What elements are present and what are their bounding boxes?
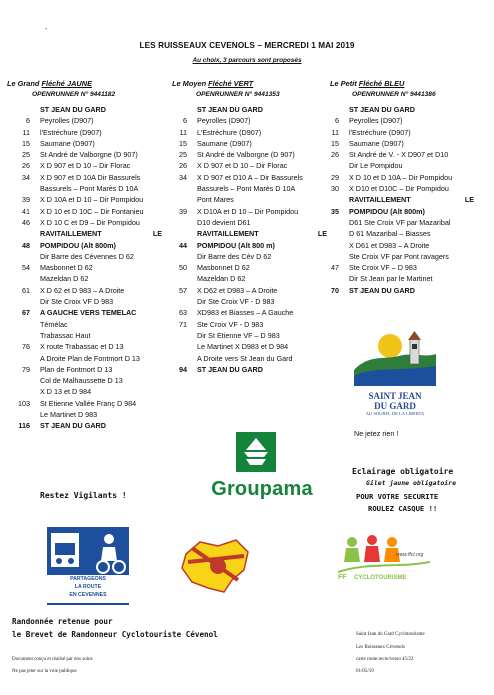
route-step-text: X D 62 et D 983 – A Droite <box>40 285 125 295</box>
route-step-text: Col de Malhaussette D 13 <box>40 376 123 386</box>
route-column-petit <box>317 104 489 296</box>
route-step-text: X D 13 et D 984 <box>40 387 92 397</box>
stjean-line2: DU GARD <box>374 401 416 411</box>
stjean-line1: SAINT JEAN <box>368 391 422 401</box>
route-step <box>8 398 168 409</box>
route-step <box>8 285 168 296</box>
route-step-km: 26 <box>331 150 339 160</box>
route-step-text: RAVITAILLEMENT <box>349 195 411 205</box>
route-step-text: Peyrolles (D907) <box>349 116 403 126</box>
route-step-text: Dir Le Pompidou <box>349 161 403 171</box>
route-step-text: St André de Valborgne (D 907) <box>40 150 138 160</box>
route-step-text: POMPIDOU (Alt 800m) <box>349 206 425 216</box>
route-step <box>165 285 335 296</box>
route-step-text: Trabassac Haut <box>40 330 91 340</box>
route-step-text: Saumane (D907) <box>349 138 404 148</box>
route-step-label <box>349 194 474 205</box>
route-step <box>8 375 168 386</box>
column-header-flechage: Fléché BLEU <box>358 79 405 88</box>
route-step-text: Dir St Jean par le Martinet <box>349 274 433 284</box>
route-step-text: l'Estréchure (D907) <box>349 127 411 137</box>
route-step-km: 94 <box>179 364 187 374</box>
route-step <box>8 319 168 330</box>
footer-right-1: Saint Jean du Gard Cyclotourisme <box>356 632 425 637</box>
route-step-text: D 61 Mazaribal – Biasses <box>349 229 431 239</box>
route-step-text: Pont Mares <box>197 195 234 205</box>
stjean-line3: AU SOUREL DE LA LIBERTA <box>365 411 425 416</box>
route-step <box>8 386 168 397</box>
route-step-text: A Droite vers St Jean du Gard <box>197 353 293 363</box>
route-step-text: X D62 et D983 – A Droite <box>197 285 278 295</box>
route-step <box>317 172 489 183</box>
route-step <box>165 296 335 307</box>
route-step <box>165 183 335 194</box>
route-step-text: ST JEAN DU GARD <box>197 105 263 114</box>
route-step-text: Le Martinet D 983 <box>40 410 98 420</box>
eclairage-note: Eclairage obligatoire <box>352 467 454 476</box>
route-step-text: Ste Croix VF – D 983 <box>349 263 417 273</box>
column-header-prefix: Le Petit <box>330 79 359 88</box>
route-step-km: 48 <box>22 240 30 250</box>
route-step <box>8 115 168 126</box>
route-step-text: Le Martinet X D983 et D 984 <box>197 342 289 352</box>
route-step-text: Peyrolles (D907) <box>197 116 251 126</box>
occitanie-map-icon <box>178 536 252 596</box>
route-step <box>317 194 489 205</box>
route-step-text: X D 907 et D 10A Dir Bassurels <box>40 172 141 182</box>
securite-note: POUR VOTRE SECURITE <box>356 492 439 501</box>
randonnee-line2: le Brevet de Randonneur Cyclotouriste Cévenol <box>12 630 218 639</box>
ne-jetez-rien: Ne jetez rien ! <box>354 429 399 438</box>
route-step-km: 63 <box>179 308 187 318</box>
saint-jean-landscape-icon <box>354 326 436 386</box>
route-step <box>165 160 335 171</box>
route-step-text: Saumane (D907) <box>197 138 252 148</box>
route-step <box>8 409 168 420</box>
route-step-km: 70 <box>331 285 339 295</box>
route-step-text: St André de Valborgne (D 907) <box>197 150 295 160</box>
route-step <box>165 364 335 375</box>
route-step-km: 79 <box>22 364 30 374</box>
route-step <box>8 273 168 284</box>
groupama-logo <box>198 428 326 503</box>
route-step-text: Mazeldan D 62 <box>40 274 89 284</box>
route-step-km: 67 <box>22 308 30 318</box>
route-step-km: 11 <box>179 127 187 137</box>
route-step-text: D61 Ste Croix VF par Mazaribal <box>349 217 451 227</box>
route-step <box>8 420 168 431</box>
route-step <box>8 262 168 273</box>
openrunner-grand: OPENRUNNER N° 9441182 <box>32 91 116 98</box>
route-step <box>165 138 335 149</box>
route-step <box>8 206 168 217</box>
route-step-text: ST JEAN DU GARD <box>40 105 106 114</box>
vigilants-note: Restez Vigilants ! <box>40 491 127 500</box>
route-step <box>8 194 168 205</box>
route-step-km: 116 <box>18 421 30 431</box>
route-step-km: 76 <box>22 342 30 352</box>
ffct-label: FF <box>338 574 347 581</box>
route-step-km: 25 <box>22 150 30 160</box>
header-dash: - <box>45 26 48 33</box>
route-step-text: RAVITAILLEMENT <box>197 229 259 239</box>
route-step <box>317 228 489 239</box>
route-step-km: 15 <box>331 138 339 148</box>
route-step <box>165 262 335 273</box>
route-step <box>317 149 489 160</box>
route-step <box>165 115 335 126</box>
route-step-km: 29 <box>331 172 339 182</box>
route-step <box>317 127 489 138</box>
route-step-text: ST JEAN DU GARD <box>349 105 415 114</box>
partageons-line1: PARTAGEONS <box>70 576 106 582</box>
ffct-label2: CYCLOTOURISME <box>354 575 407 581</box>
casque-note: ROULEZ CASQUE !! <box>368 504 438 513</box>
column-header-moyen <box>172 79 253 88</box>
route-step <box>165 353 335 364</box>
route-step-text: POMPIDOU (Alt 800 m) <box>197 240 275 250</box>
route-step-text: Bassurels – Pont Marès D 10A <box>197 184 296 194</box>
page-title: LES RUISSEAUX CEVENOLS – MERCREDI 1 MAI 2019 <box>139 41 355 50</box>
route-step <box>317 183 489 194</box>
footer-left-1: Document conçu et réalisé par nos soins <box>12 657 93 662</box>
route-step <box>317 273 489 284</box>
route-step-km: 11 <box>331 127 339 137</box>
column-header-prefix: Le Moyen <box>172 79 209 88</box>
route-step-text: Dir St Etienne VF – D 983 <box>197 330 280 340</box>
route-step <box>8 104 168 115</box>
route-step <box>8 149 168 160</box>
footer-right-4: 01/05/19 <box>356 669 374 674</box>
route-step-km: 15 <box>22 138 30 148</box>
route-step-km: 61 <box>22 285 30 295</box>
route-step-text: Masbonnet D 62 <box>40 263 93 273</box>
route-step <box>165 149 335 160</box>
route-step-km: 54 <box>22 263 30 273</box>
route-column-grand <box>8 104 168 432</box>
route-step-text: Bassurels – Pont Marès D 10A <box>40 184 139 194</box>
route-step-text: Dir Ste Croix VF - D 983 <box>197 297 275 307</box>
route-step-km: 41 <box>22 206 30 216</box>
route-step-text-end: LE <box>464 195 474 205</box>
route-step <box>317 262 489 273</box>
route-step <box>8 138 168 149</box>
route-step-km: 44 <box>179 240 187 250</box>
route-step-label <box>40 228 162 239</box>
route-step-text: Dir Barre des Cévennes D 62 <box>40 251 134 261</box>
partageons-car-bike-icon <box>47 527 129 577</box>
openrunner-petit: OPENRUNNER N° 9441386 <box>352 91 436 98</box>
route-step-km: 6 <box>183 116 187 126</box>
route-step-text: X D 907 et D 10 – Dir Florac <box>40 161 131 171</box>
randonnee-line1: Randonnée retenue pour <box>12 617 113 626</box>
route-step-text: L'Estréchure (D907) <box>197 127 262 137</box>
route-step <box>165 341 335 352</box>
route-step-text: Ste Croix VF - D 983 <box>197 319 264 329</box>
page-subtitle: Au choix, 3 parcours sont proposés <box>192 57 302 64</box>
route-step <box>165 206 335 217</box>
route-step <box>165 273 335 284</box>
route-step-text: X D10A et D 10 – Dir Pompidou <box>197 206 299 216</box>
partageons-line2: LA ROUTE <box>74 584 102 590</box>
route-step-text: X D 907 et D 10 – Dir Florac <box>197 161 288 171</box>
route-step <box>317 160 489 171</box>
route-step-text: X D 10 et D 10C – Dir Fontanieu <box>40 206 144 216</box>
route-step <box>8 217 168 228</box>
route-step-text: RAVITAILLEMENT <box>40 229 102 239</box>
route-step-km: 25 <box>179 150 187 160</box>
column-header-flechage: Fléché JAUNE <box>41 79 93 88</box>
route-step-text: X D 10 C et D9 – Dir Pompidou <box>40 217 140 227</box>
column-header-grand <box>7 79 92 88</box>
ffct-cyclotourisme-logo <box>338 532 430 592</box>
route-step <box>317 217 489 228</box>
route-step <box>165 330 335 341</box>
route-step <box>8 127 168 138</box>
route-step-km: 34 <box>179 172 187 182</box>
route-step-text-end: LE <box>317 229 327 239</box>
route-step-km: 35 <box>331 206 339 216</box>
route-step-text: Masbonnet D 62 <box>197 263 250 273</box>
route-step-text: X D 907 et D10 A – Dir Bassurels <box>197 172 303 182</box>
route-step <box>8 353 168 364</box>
footer-right-2: Les Ruisseaux Cévenols <box>356 645 405 650</box>
route-step <box>165 240 335 251</box>
route-step <box>317 285 489 296</box>
route-step-text: Peyrolles (D907) <box>40 116 94 126</box>
route-step <box>8 228 168 239</box>
route-step <box>165 127 335 138</box>
column-header-petit <box>330 79 404 88</box>
route-step-text: Plan de Fontmort D 13 <box>40 364 113 374</box>
route-step-text: X D 10 et D 10A – Dir Pompidou <box>349 172 453 182</box>
route-step <box>165 307 335 318</box>
route-step-km: 11 <box>22 127 30 137</box>
route-step <box>317 251 489 262</box>
route-step <box>165 194 335 205</box>
route-step <box>8 172 168 183</box>
route-column-moyen <box>165 104 335 375</box>
route-step-label <box>197 228 327 239</box>
route-step-text: St Etienne Vallée Franç D 984 <box>40 398 137 408</box>
route-step <box>8 330 168 341</box>
route-step-km: 6 <box>335 116 339 126</box>
route-step-text: X D61 et D983 – A Droite <box>349 240 430 250</box>
gilet-note: Gilet jaune obligatoire <box>366 479 457 487</box>
route-step-km: 26 <box>22 161 30 171</box>
route-step-km: 34 <box>22 172 30 182</box>
route-step <box>8 364 168 375</box>
route-step <box>165 104 335 115</box>
route-step <box>317 138 489 149</box>
route-step-text: A Droite Plan de Fontmort D 13 <box>40 353 140 363</box>
footer-left-2: Ne pas jeter sur la voie publique <box>12 669 77 674</box>
route-step-text: D10 devient D61 <box>197 217 251 227</box>
route-step-text: X D10 et D10C – Dir Pompidou <box>349 184 449 194</box>
route-step-km: 71 <box>179 319 187 329</box>
route-step <box>165 251 335 262</box>
footer-right-3: carte route.recto/verso 45/22 <box>356 657 414 662</box>
route-step-km: 57 <box>179 285 187 295</box>
route-step-km: 15 <box>179 138 187 148</box>
route-step-km: 39 <box>179 206 187 216</box>
route-step-text: Saumane (D907) <box>40 138 95 148</box>
route-step <box>8 160 168 171</box>
route-step-text: ST JEAN DU GARD <box>197 364 263 374</box>
ffct-url: www.ffct.org <box>396 552 424 558</box>
route-step <box>165 228 335 239</box>
route-step-text: St André de V. - X D907 et D10 <box>349 150 449 160</box>
column-header-flechage: Fléché VERT <box>208 79 254 88</box>
route-step <box>8 341 168 352</box>
route-step <box>8 296 168 307</box>
route-step <box>317 115 489 126</box>
route-step-text: Ste Croix VF par Pont ravagers <box>349 251 449 261</box>
column-header-prefix: Le Grand <box>7 79 42 88</box>
route-step <box>8 240 168 251</box>
groupama-wordmark: Groupama <box>211 478 313 500</box>
saint-jean-du-gard-logo <box>354 326 436 414</box>
route-step-text: Dir Ste Croix VF D 983 <box>40 297 114 307</box>
route-step <box>317 206 489 217</box>
route-step-km: 103 <box>18 398 30 408</box>
route-step-km: 46 <box>22 217 30 227</box>
route-step-text: X D 10A et D 10 – Dir Pompidou <box>40 195 144 205</box>
route-step-km: 30 <box>331 184 339 194</box>
route-step-km: 50 <box>179 263 187 273</box>
route-step-text: POMPIDOU (Alt 800m) <box>40 240 116 250</box>
route-step-text: Témélac <box>40 319 68 329</box>
route-step <box>8 251 168 262</box>
route-step-text: ST JEAN DU GARD <box>40 421 106 431</box>
partageons-line3: EN CEVENNES <box>69 592 107 598</box>
route-step-km: 6 <box>26 116 30 126</box>
openrunner-moyen: OPENRUNNER N° 9441353 <box>196 91 280 98</box>
route-step-text: A GAUCHE VERS TEMELAC <box>40 308 137 318</box>
route-step-text-end: LE <box>152 229 162 239</box>
route-step <box>165 217 335 228</box>
route-step-km: 47 <box>331 263 339 273</box>
partageons-la-route-logo <box>47 527 129 605</box>
route-step <box>165 319 335 330</box>
route-step-text: Dir Barre des Cév D 62 <box>197 251 272 261</box>
route-step-km: 39 <box>22 195 30 205</box>
route-step-km: 26 <box>179 161 187 171</box>
occitanie-map-logo <box>178 536 252 596</box>
route-step <box>317 104 489 115</box>
route-step-text: XD983 et Biasses – A Gauche <box>197 308 294 318</box>
route-step <box>317 240 489 251</box>
groupama-emblem-icon <box>236 432 276 472</box>
route-step <box>8 307 168 318</box>
route-step-text: Mazeldan D 62 <box>197 274 246 284</box>
route-step <box>8 183 168 194</box>
route-step <box>165 172 335 183</box>
route-step-text: X route Trabassac et D 13 <box>40 342 124 352</box>
route-step-text: ST JEAN DU GARD <box>349 285 415 295</box>
route-step-text: l'Estréchure (D907) <box>40 127 102 137</box>
